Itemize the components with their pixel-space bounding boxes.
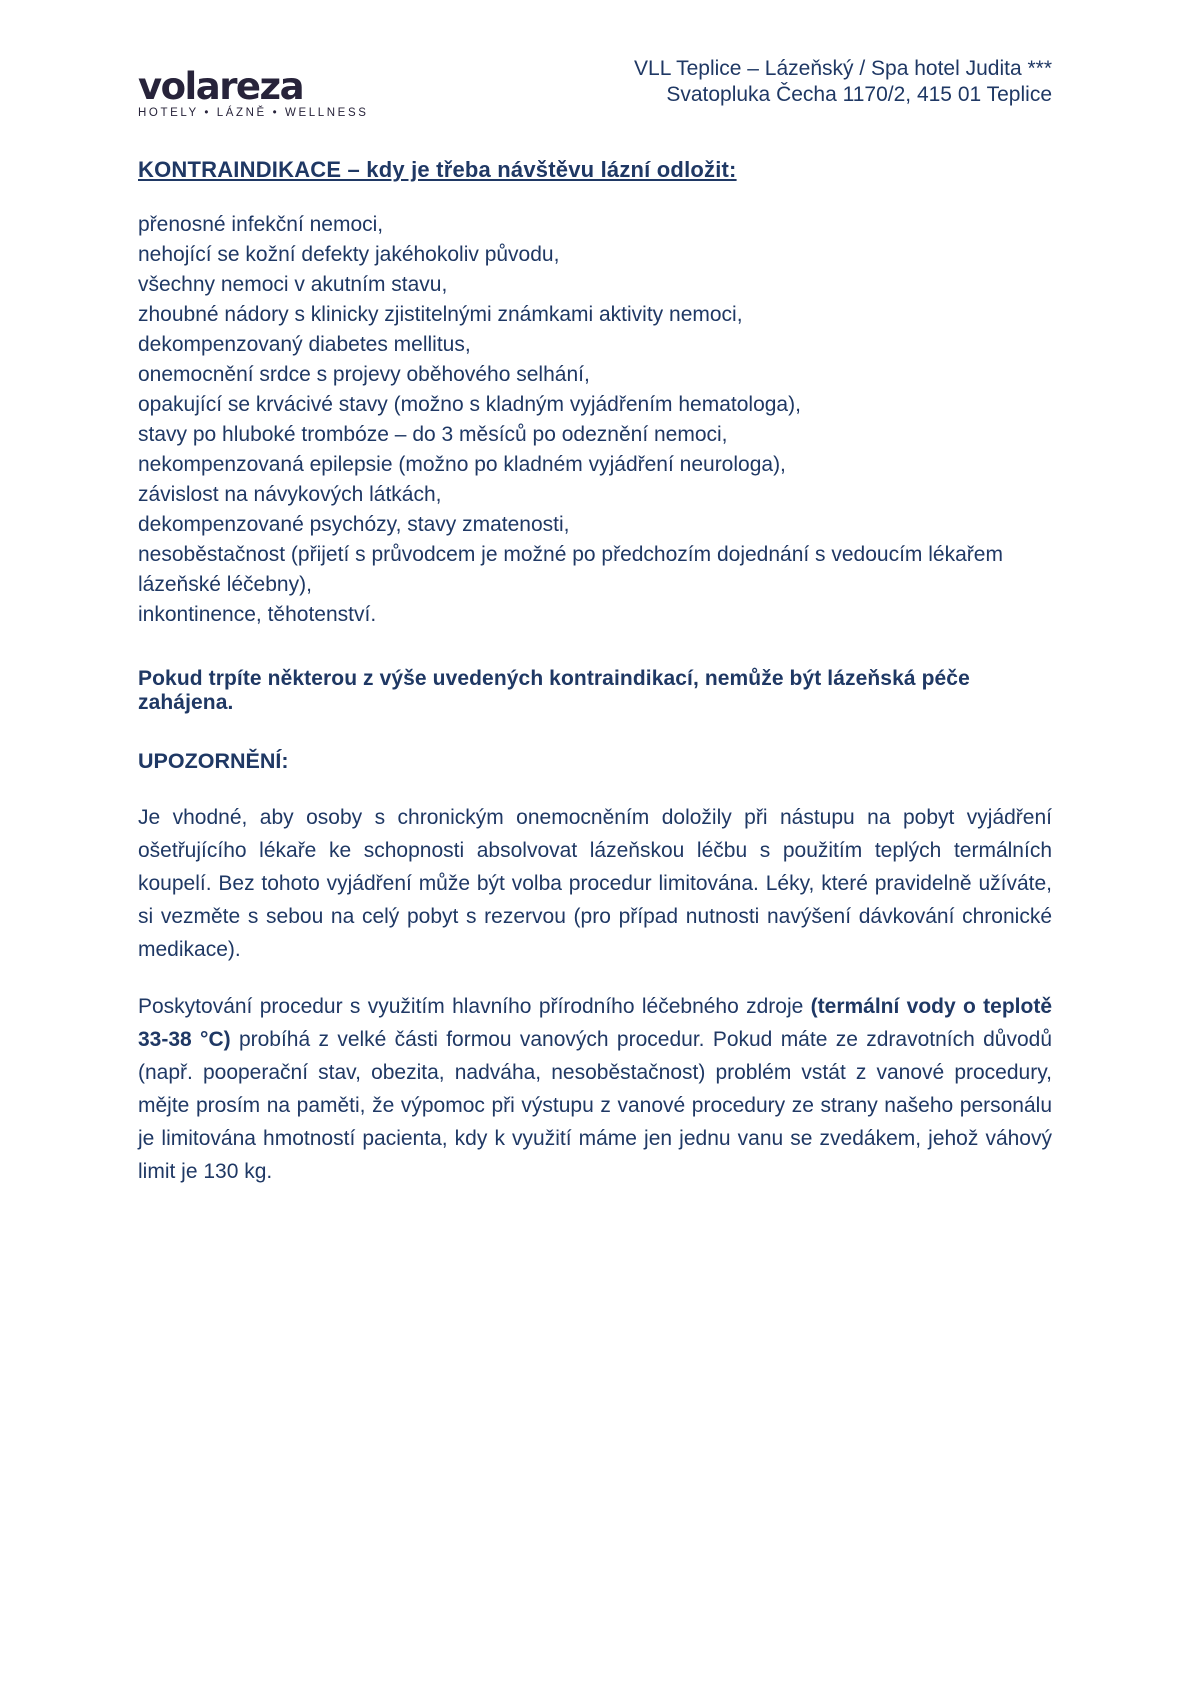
contraindications-heading: KONTRAINDIKACE – kdy je třeba návštěvu lázní odložit: xyxy=(138,157,737,182)
hotel-address-block xyxy=(634,56,1052,108)
document-body xyxy=(0,157,1190,1188)
logo-tagline: HOTELY • LÁZNĚ • WELLNESS xyxy=(138,107,369,119)
volareza-logo xyxy=(138,65,369,119)
notice-paragraph-1: Je vhodné, aby osoby s chronickým onemocněním doložily při nástupu na pobyt vyjádření ošetřujícího lékaře ke schopnosti absolvovat lázeňskou léčbu s použitím teplých termálních koupelí. Bez tohoto vyjádření může být volba procedur limitována. Léky, které pravidelně užíváte, si vezměte s sebou na celý pobyt s rezervou (pro případ nutnosti navýšení dávkování chronické medikace). xyxy=(138,806,1052,961)
notice-paragraph-2 xyxy=(138,990,1052,1188)
contraindication-item: dekompenzovaný diabetes mellitus, xyxy=(138,333,471,356)
contraindication-item: nekompenzovaná epilepsie (možno po kladném vyjádření neurologa), xyxy=(138,453,786,476)
contraindication-item: přenosné infekční nemoci, xyxy=(138,213,384,236)
contraindication-item: inkontinence, těhotenství. xyxy=(138,603,377,626)
notice-heading: UPOZORNĚNÍ: xyxy=(138,749,289,773)
contraindication-item: závislost na návykových látkách, xyxy=(138,483,442,506)
paragraph2-regular-end: probíhá z velké části formou vanových procedur. Pokud máte ze zdravotních důvodů (např. pooperační stav, obezita, nadváha, nesoběstačnost) problém vstát z vanové procedury, mějte prosím na paměti, že výpomoc při výstupu z vanové procedury ze strany našeho personálu je limitována hmotností pacienta, kdy k využití máme jen jednu vanu se zvedákem, jehož váhový limit je 130 kg. xyxy=(138,1028,1053,1183)
paragraph2-regular-start: Poskytování procedur s využitím hlavního přírodního léčebného zdroje xyxy=(138,995,811,1018)
contraindication-item: onemocnění srdce s projevy oběhového selhání, xyxy=(138,363,590,386)
paragraph2-bold-thermal-water: (termální vody o teplotě 33-38 °C) xyxy=(138,995,1053,1051)
contraindication-item: všechny nemoci v akutním stavu, xyxy=(138,273,448,296)
contraindication-item: opakující se krvácivé stavy (možno s kladným vyjádřením hematologa), xyxy=(138,393,801,416)
logo-brand-text: volareza xyxy=(138,65,304,108)
contraindication-item: dekompenzované psychózy, stavy zmatenosti, xyxy=(138,513,570,536)
warning-sentence: Pokud trpíte některou z výše uvedených kontraindikací, nemůže být lázeňská péče zahájena. xyxy=(138,667,970,714)
contraindication-item: stavy po hluboké trombóze – do 3 měsíců po odeznění nemoci, xyxy=(138,423,728,446)
contraindication-item: nesoběstačnost (přijetí s průvodcem je možné po předchozím dojednání s vedoucím lékařem lázeňské léčebny), xyxy=(138,543,1003,596)
contraindication-item: nehojící se kožní defekty jakéhokoliv původu, xyxy=(138,243,560,266)
contraindications-list xyxy=(138,210,1052,630)
hotel-name-line: VLL Teplice – Lázeňský / Spa hotel Judita *** xyxy=(634,57,1052,80)
hotel-street-line: Svatopluka Čecha 1170/2, 415 01 Teplice xyxy=(666,83,1052,106)
page-header xyxy=(0,0,1190,119)
contraindication-item: zhoubné nádory s klinicky zjistitelnými známkami aktivity nemoci, xyxy=(138,303,743,326)
